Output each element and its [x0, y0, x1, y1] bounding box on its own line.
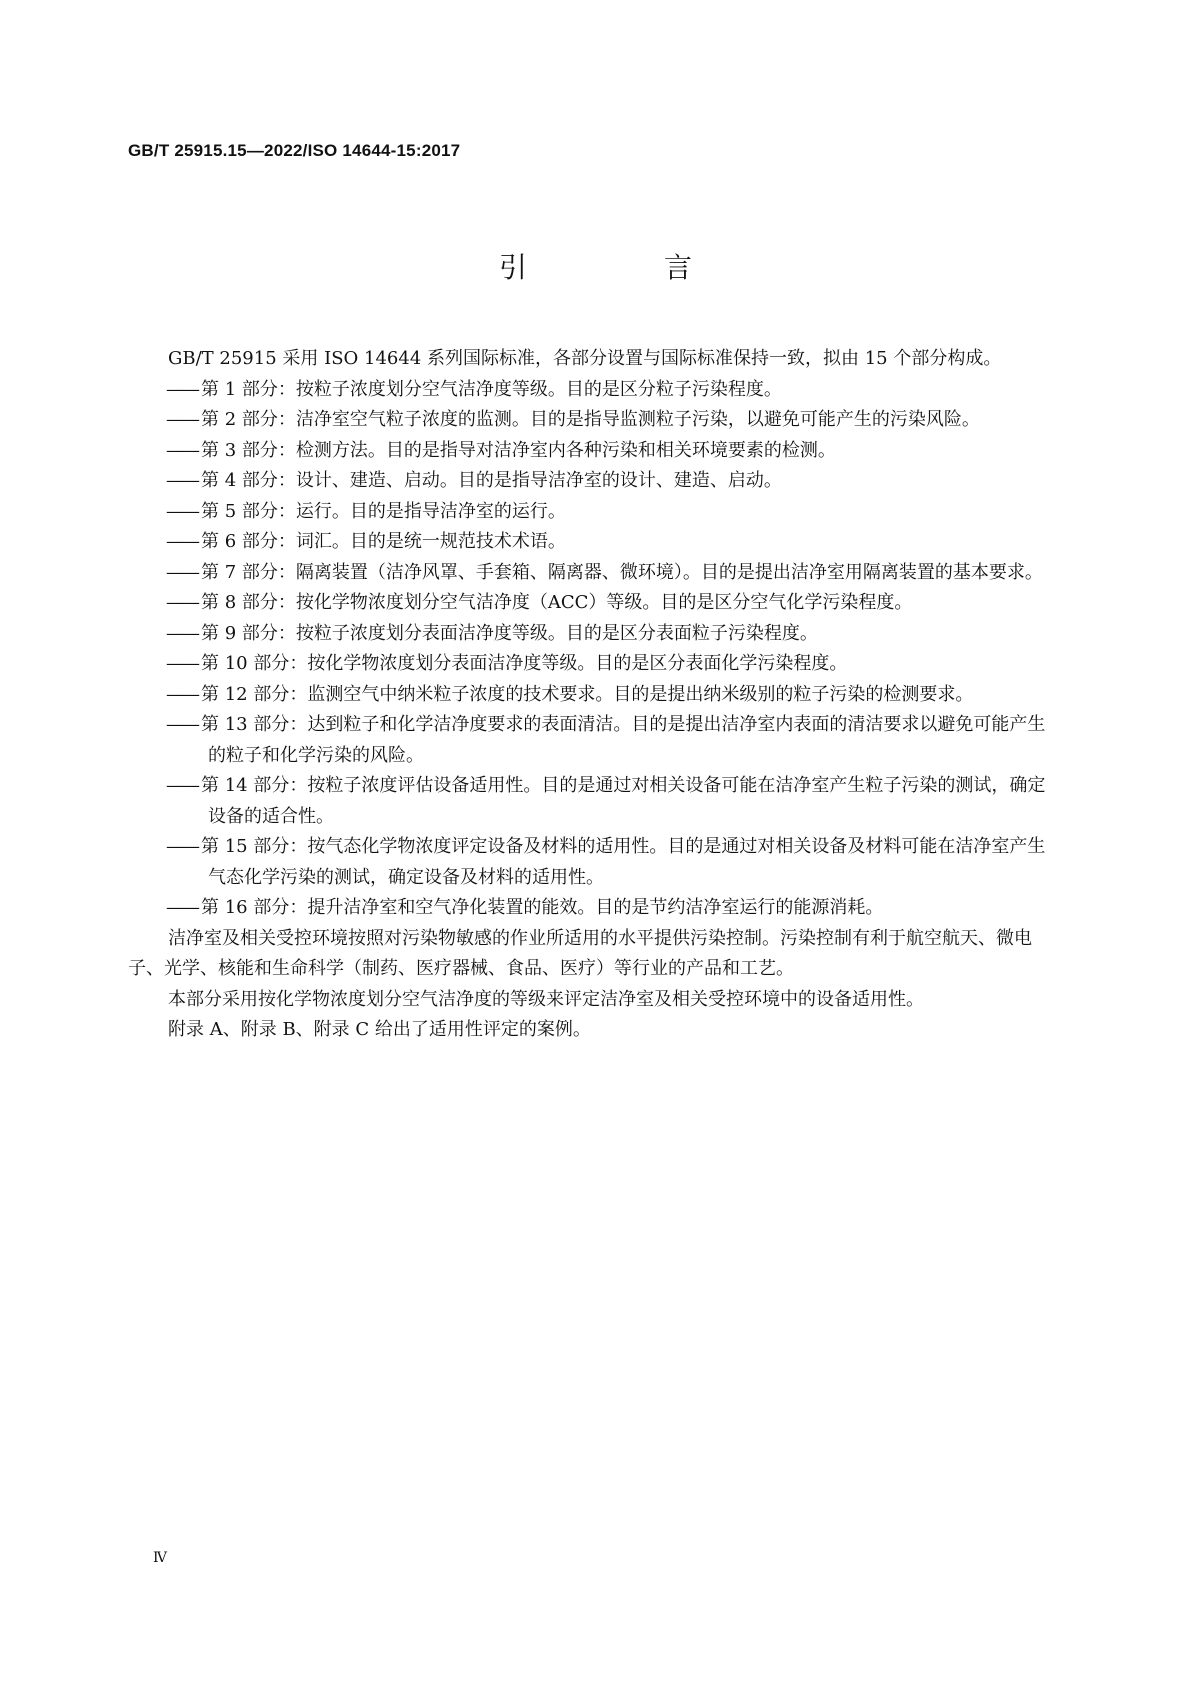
- list-dash: ——: [166, 775, 198, 796]
- list-item: [128, 619, 1058, 650]
- paragraph-annexes: 附录 A、附录 B、附录 C 给出了适用性评定的案例。: [168, 1019, 591, 1040]
- list-dash: ——: [166, 653, 198, 674]
- list-dash: ——: [166, 836, 198, 857]
- parts-list: [128, 375, 1058, 924]
- list-dash: ——: [166, 378, 198, 400]
- list-dash: ——: [166, 531, 198, 552]
- list-item: [128, 680, 1058, 711]
- list-item: [128, 497, 1058, 528]
- list-item-text: 第 15 部分：按气态化学物浓度评定设备及材料的适用性。目的是通过对相关设备及材料可能在洁净室产生气态化学污染的测试，确定设备及材料的适用性。: [201, 836, 1046, 888]
- standard-code-header: GB/T 25915.15—2022/ISO 14644-15:2017: [128, 141, 461, 160]
- list-dash: ——: [166, 409, 198, 430]
- list-dash: ——: [166, 592, 198, 613]
- list-item-text: 第 4 部分：设计、建造、启动。目的是指导洁净室的设计、建造、启动。: [201, 470, 782, 491]
- list-dash: ——: [166, 714, 198, 735]
- list-item: [128, 466, 1058, 497]
- list-item-text: 第 7 部分：隔离装置（洁净风罩、手套箱、隔离器、微环境）。目的是提出洁净室用隔离装置的基本要求。: [201, 561, 1043, 583]
- list-item-text: 第 14 部分：按粒子浓度评估设备适用性。目的是通过对相关设备可能在洁净室产生粒子污染的测试，确定设备的适合性。: [201, 775, 1046, 827]
- page-number: Ⅳ: [153, 1550, 167, 1566]
- main-content: [128, 344, 1058, 1046]
- list-item-text: 第 1 部分：按粒子浓度划分空气洁净度等级。目的是区分粒子污染程度。: [201, 378, 782, 400]
- list-item-text: 第 12 部分：监测空气中纳米粒子浓度的技术要求。目的是提出纳米级别的粒子污染的检测要求。: [201, 683, 974, 705]
- list-item: [128, 405, 1058, 436]
- list-item: [128, 527, 1058, 558]
- list-dash: ——: [166, 439, 198, 461]
- list-dash: ——: [166, 897, 198, 918]
- list-item-text: 第 9 部分：按粒子浓度划分表面洁净度等级。目的是区分表面粒子污染程度。: [201, 622, 818, 644]
- intro-paragraph: GB/T 25915 采用 ISO 14644 系列国际标准，各部分设置与国际标准保持一致，拟由 15 个部分构成。: [168, 348, 1002, 369]
- list-item-text: 第 3 部分：检测方法。目的是指导对洁净室内各种污染和相关环境要素的检测。: [201, 439, 836, 461]
- list-dash: ——: [166, 500, 198, 522]
- list-item: [128, 893, 1058, 924]
- list-item: [128, 436, 1058, 467]
- list-item: [128, 649, 1058, 680]
- list-dash: ——: [166, 561, 198, 583]
- paragraph-scope: 本部分采用按化学物浓度划分空气洁净度的等级来评定洁净室及相关受控环境中的设备适用性。: [168, 988, 924, 1010]
- list-dash: ——: [166, 683, 198, 705]
- list-item-text: 第 6 部分：词汇。目的是统一规范技术术语。: [201, 531, 566, 552]
- list-item: [128, 588, 1058, 619]
- page-title: 引 言: [499, 251, 756, 284]
- list-item-text: 第 10 部分：按化学物浓度划分表面洁净度等级。目的是区分表面化学污染程度。: [201, 653, 848, 674]
- list-dash: ——: [166, 470, 198, 491]
- list-item: [128, 558, 1058, 589]
- list-item: [128, 771, 1058, 832]
- list-item-text: 第 5 部分：运行。目的是指导洁净室的运行。: [201, 500, 566, 522]
- list-item-text: 第 8 部分：按化学物浓度划分空气洁净度（ACC）等级。目的是区分空气化学污染程度。: [201, 592, 913, 613]
- list-item-text: 第 2 部分：洁净室空气粒子浓度的监测。目的是指导监测粒子污染，以避免可能产生的污染风险。: [201, 409, 980, 430]
- list-item: [128, 832, 1058, 893]
- list-item-text: 第 16 部分：提升洁净室和空气净化装置的能效。目的是节约洁净室运行的能源消耗。: [201, 897, 884, 918]
- list-item: [128, 375, 1058, 406]
- list-item-text: 第 13 部分：达到粒子和化学洁净度要求的表面清洁。目的是提出洁净室内表面的清洁要求以避免可能产生的粒子和化学污染的风险。: [201, 714, 1046, 766]
- list-dash: ——: [166, 622, 198, 644]
- list-item: [128, 710, 1058, 771]
- paragraph-contamination-control: 洁净室及相关受控环境按照对污染物敏感的作业所适用的水平提供污染控制。污染控制有利于航空航天、微电子、光学、核能和生命科学（制药、医疗器械、食品、医疗）等行业的产品和工艺。: [128, 927, 1032, 979]
